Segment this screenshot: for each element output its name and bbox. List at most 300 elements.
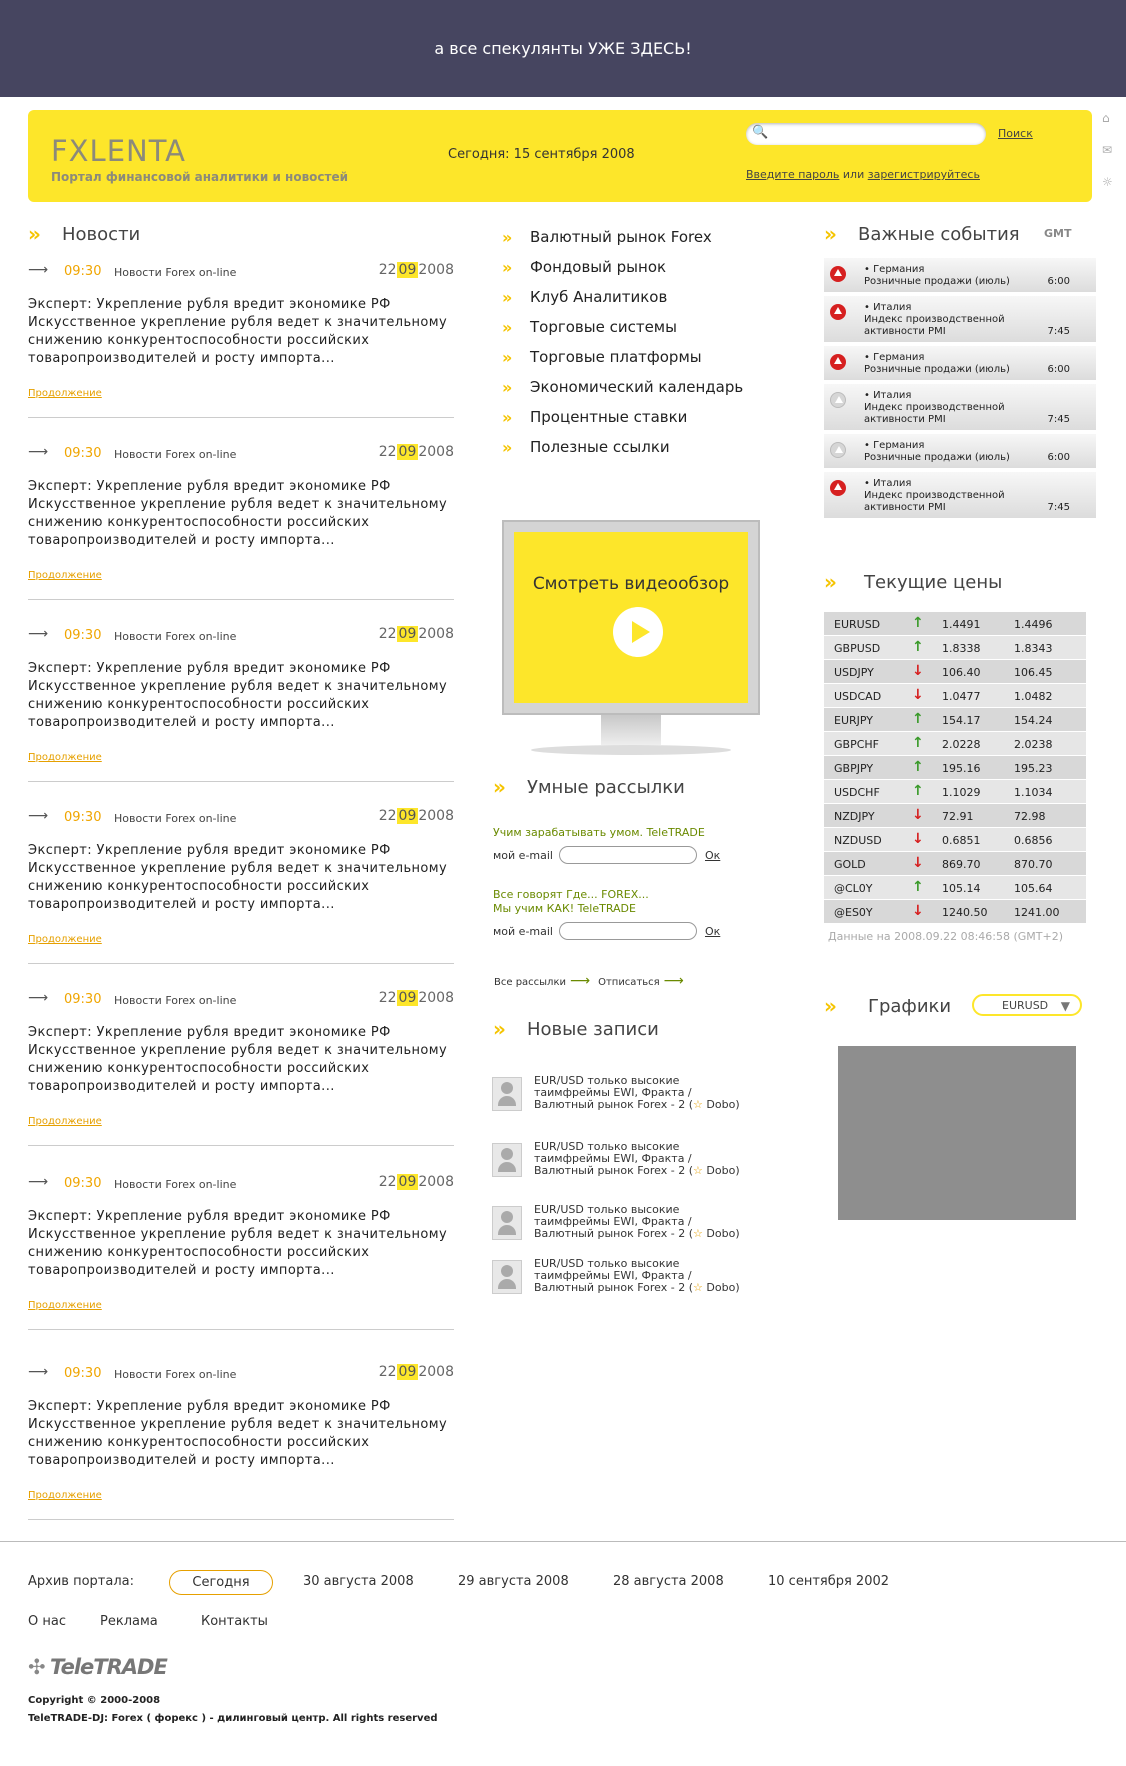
avatar: [492, 1260, 522, 1294]
post-line-3: [534, 1228, 740, 1240]
news-item: [28, 808, 454, 964]
news-divider: [28, 1145, 454, 1146]
side-icons: [1102, 112, 1118, 208]
footer-link-ads[interactable]: Реклама: [100, 1614, 158, 1629]
archive-date[interactable]: 10 сентября 2002: [768, 1574, 890, 1589]
arrow-up-icon: ↑: [912, 759, 924, 775]
post-text: [534, 1258, 740, 1294]
chevron-icon: »: [502, 347, 506, 367]
post-line: таимфреймы EWI, Фракта /: [534, 1086, 692, 1099]
arrow-up-icon: ↑: [912, 735, 924, 751]
news-head: [28, 1364, 454, 1388]
chevron-down-icon: ▼: [1060, 999, 1070, 1013]
post-line-3: [534, 1165, 740, 1177]
archive-date[interactable]: 29 августа 2008: [458, 1574, 569, 1589]
archive-label: Архив портала:: [28, 1574, 134, 1589]
event-time: 6:00: [1047, 364, 1070, 375]
post-line: EUR/USD только высокие: [534, 1140, 680, 1153]
post-text: [534, 1075, 740, 1111]
price-symbol: EURJPY: [834, 714, 873, 727]
price-symbol: GOLD: [834, 858, 866, 871]
news-text: Эксперт: Укрепление рубля вредит экономике РФ Искусственное укрепление рубля ведет к значительному снижению конкурентоспособности российских товаропроизводителей и росту импорта...: [28, 1209, 448, 1278]
post-line: таимфреймы EWI, Фракта /: [534, 1269, 692, 1282]
news-text: Эксперт: Укрепление рубля вредит экономике РФ Искусственное укрепление рубля ведет к значительному снижению конкурентоспособности российских товаропроизводителей и росту импорта...: [28, 661, 448, 730]
login-link[interactable]: Введите пароль: [746, 168, 840, 181]
footer-link-about[interactable]: О нас: [28, 1614, 66, 1629]
menu-item[interactable]: [502, 282, 762, 312]
event-time: 7:45: [1047, 414, 1070, 425]
post-forum: Валютный рынок Forex - 2 (: [534, 1164, 694, 1177]
post-author[interactable]: Dobo): [706, 1098, 740, 1111]
news-head: [28, 444, 454, 468]
charts-title: [824, 994, 951, 1018]
price-ask: 870.70: [1014, 858, 1053, 871]
event-country: • Италия: [864, 302, 912, 313]
price-ask: 1.1034: [1014, 786, 1053, 799]
news-head: [28, 626, 454, 650]
price-ask: 1.4496: [1014, 618, 1053, 631]
price-symbol: USDCAD: [834, 690, 882, 703]
banner-text: а все спекулянты УЖЕ ЗДЕСЬ!: [434, 39, 692, 58]
posts-title-text: Новые записи: [527, 1018, 659, 1040]
menu-item-label: Валютный рынок Forex: [530, 228, 712, 246]
news-source[interactable]: Новости Forex on-line: [114, 448, 237, 461]
menu-item[interactable]: [502, 342, 762, 372]
news-item: [28, 990, 454, 1146]
event-country: • Италия: [864, 390, 912, 401]
chart-area: [838, 1046, 1076, 1220]
news-text: Эксперт: Укрепление рубля вредит экономике РФ Искусственное укрепление рубля ведет к значительному снижению конкурентоспособности российских товаропроизводителей и росту импорта...: [28, 843, 448, 912]
news-time: 09:30: [64, 628, 102, 643]
event-time: 7:45: [1047, 326, 1070, 337]
post-forum: Валютный рынок Forex - 2 (: [534, 1098, 694, 1111]
avatar: [492, 1077, 522, 1111]
post-line: таимфреймы EWI, Фракта /: [534, 1215, 692, 1228]
copyright: [28, 1692, 438, 1728]
event-item[interactable]: [824, 258, 1096, 292]
event-country: • Италия: [864, 478, 912, 489]
login-area: [746, 168, 980, 181]
price-symbol: @ES0Y: [834, 906, 873, 919]
news-source[interactable]: Новости Forex on-line: [114, 630, 237, 643]
play-icon[interactable]: [613, 607, 663, 657]
sitemap-icon[interactable]: ☼: [1102, 175, 1113, 189]
event-time: 6:00: [1047, 452, 1070, 463]
posts-title: [493, 1017, 659, 1041]
chart-symbol-select[interactable]: [972, 994, 1082, 1016]
teletrade-logo[interactable]: [28, 1655, 167, 1679]
rights-line: TeleTRADE-DJ: Forex ( форекс ) - дилинговый центр. All rights reserved: [28, 1713, 438, 1724]
arrow-right-icon: ⟶: [28, 808, 49, 824]
news-text: Эксперт: Укрепление рубля вредит экономике РФ Искусственное укрепление рубля ведет к значительному снижению конкурентоспособности российских товаропроизводителей и росту импорта...: [28, 1399, 448, 1468]
chevron-icon: »: [28, 222, 34, 246]
price-row[interactable]: [824, 852, 1086, 876]
news-year: 2008: [418, 626, 454, 642]
read-more-link[interactable]: Продолжение: [28, 570, 102, 581]
price-bid: 869.70: [942, 858, 981, 871]
all-mailings-link[interactable]: Все рассылки: [494, 977, 566, 988]
mailing-name-2: Мы учим КАК! TeleTRADE: [493, 902, 636, 915]
event-item[interactable]: [824, 346, 1096, 380]
arrow-down-icon: ↓: [912, 831, 924, 847]
arrow-down-icon: ↓: [912, 663, 924, 679]
arrow-right-icon: ⟶: [28, 1364, 49, 1380]
news-text: Эксперт: Укрепление рубля вредит экономике РФ Искусственное укрепление рубля ведет к значительному снижению конкурентоспособности российских товаропроизводителей и росту импорта...: [28, 1025, 448, 1094]
importance-icon: [830, 304, 846, 320]
teletrade-logo-text: TeleTRADE: [50, 1655, 167, 1679]
post-item[interactable]: [492, 1075, 782, 1119]
price-row[interactable]: [824, 660, 1086, 684]
post-line-3: [534, 1099, 740, 1111]
menu-item[interactable]: [502, 312, 762, 342]
event-time: 7:45: [1047, 502, 1070, 513]
price-ask: 154.24: [1014, 714, 1053, 727]
price-row[interactable]: [824, 828, 1086, 852]
price-bid: 2.0228: [942, 738, 981, 751]
star-icon: ☆: [693, 1281, 703, 1294]
email-label: мой e-mail: [493, 924, 553, 938]
subscribe-ok-button[interactable]: Ок: [704, 924, 721, 938]
post-text: [534, 1141, 740, 1177]
menu-item[interactable]: [502, 372, 762, 402]
price-row[interactable]: [824, 684, 1086, 708]
prices-title-text: Текущие цены: [864, 571, 1003, 593]
price-row[interactable]: [824, 708, 1086, 732]
charts-title-text: Графики: [868, 995, 952, 1017]
news-time: 09:30: [64, 446, 102, 461]
arrow-down-icon: ↓: [912, 687, 924, 703]
arrow-down-icon: ↓: [912, 807, 924, 823]
news-year: 2008: [418, 1174, 454, 1190]
prices-updated: Данные на 2008.09.22 08:46:58 (GMT+2): [828, 930, 1064, 943]
post-forum: Валютный рынок Forex - 2 (: [534, 1227, 694, 1240]
top-banner: [0, 0, 1126, 97]
post-author[interactable]: Dobo): [706, 1281, 740, 1294]
star-icon: ☆: [693, 1098, 703, 1111]
copyright-line: Copyright © 2000-2008: [28, 1695, 161, 1706]
video-title: Смотреть видеообзор: [532, 574, 730, 594]
news-date: [379, 990, 454, 1006]
arrow-up-icon: ↑: [912, 879, 924, 895]
event-name: Индекс производственной активности PMI: [864, 402, 1005, 425]
email-field[interactable]: [559, 922, 697, 940]
arrow-down-icon: ↓: [912, 855, 924, 871]
importance-icon: [830, 442, 846, 458]
chevron-icon: »: [824, 570, 830, 594]
news-date: [379, 808, 454, 824]
price-ask: 106.45: [1014, 666, 1053, 679]
price-bid: 1.8338: [942, 642, 981, 655]
news-text: Эксперт: Укрепление рубля вредит экономике РФ Искусственное укрепление рубля ведет к значительному снижению конкурентоспособности российских товаропроизводителей и росту импорта...: [28, 297, 448, 366]
video-monitor[interactable]: [502, 520, 760, 755]
arrow-up-icon: ↑: [912, 639, 924, 655]
price-row[interactable]: [824, 780, 1086, 804]
news-day: 22: [378, 990, 397, 1006]
price-bid: 1.0477: [942, 690, 981, 703]
news-title: [28, 222, 140, 246]
avatar: [492, 1143, 522, 1177]
email-label: мой e-mail: [493, 848, 553, 862]
price-ask: 1.8343: [1014, 642, 1053, 655]
post-author[interactable]: Dobo): [706, 1164, 740, 1177]
price-bid: 1.1029: [942, 786, 981, 799]
archive-date[interactable]: 28 августа 2008: [613, 1574, 724, 1589]
event-item[interactable]: [824, 472, 1096, 518]
news-day: 22: [378, 1364, 397, 1380]
event-time: 6:00: [1047, 276, 1070, 287]
event-name: Розничные продажи (июль): [864, 276, 1010, 287]
price-bid: 1.4491: [942, 618, 981, 631]
importance-icon: [830, 392, 846, 408]
teletrade-logo-icon: ✣: [28, 1655, 45, 1679]
news-day: 22: [378, 262, 397, 278]
chevron-icon: »: [502, 287, 506, 307]
mailing-name: Учим зарабатывать умом. TeleTRADE: [493, 826, 705, 839]
news-date: [379, 626, 454, 642]
event-item[interactable]: [824, 296, 1096, 342]
news-date: [379, 1364, 454, 1380]
post-item[interactable]: [492, 1258, 782, 1302]
importance-icon: [830, 266, 846, 282]
menu-item[interactable]: [502, 252, 762, 282]
news-date: [379, 262, 454, 278]
price-bid: 1240.50: [942, 906, 988, 919]
news-month: 09: [398, 262, 417, 278]
news-month: 09: [398, 444, 417, 460]
event-country: • Германия: [864, 440, 925, 451]
event-name: Индекс производственной активности PMI: [864, 314, 1005, 337]
read-more-link[interactable]: Продолжение: [28, 1300, 102, 1311]
news-date: [379, 444, 454, 460]
price-bid: 106.40: [942, 666, 981, 679]
read-more-link[interactable]: Продолжение: [28, 934, 102, 945]
price-row[interactable]: [824, 900, 1086, 924]
news-year: 2008: [418, 990, 454, 1006]
chart-symbol-value: EURUSD: [1002, 999, 1049, 1012]
arrow-right-icon: ⟶: [28, 262, 49, 278]
price-symbol: NZDJPY: [834, 810, 875, 823]
home-icon[interactable]: ⌂: [1102, 111, 1110, 125]
price-row[interactable]: [824, 756, 1086, 780]
subscribe-ok-button[interactable]: Ок: [704, 848, 721, 862]
price-row[interactable]: [824, 636, 1086, 660]
news-item: [28, 262, 454, 418]
importance-icon: [830, 354, 846, 370]
chevron-icon: »: [502, 257, 506, 277]
news-head: [28, 262, 454, 286]
price-symbol: GBPCHF: [834, 738, 879, 751]
search-button[interactable]: Поиск: [998, 127, 1033, 140]
news-time: 09:30: [64, 264, 102, 279]
today-date: Сегодня: 15 сентября 2008: [448, 147, 635, 162]
arrow-up-icon: ↑: [912, 615, 924, 631]
arrow-right-icon: ⟶: [570, 973, 591, 989]
read-more-link[interactable]: Продолжение: [28, 1116, 102, 1127]
menu-item-label: Экономический календарь: [530, 378, 744, 396]
monitor-screen: [514, 532, 748, 703]
price-row[interactable]: [824, 732, 1086, 756]
news-head: [28, 990, 454, 1014]
chevron-icon: »: [502, 227, 506, 247]
news-item: [28, 1174, 454, 1330]
footer-divider: [0, 1541, 1126, 1542]
event-country: • Германия: [864, 352, 925, 363]
arrow-right-icon: ⟶: [28, 1174, 49, 1190]
news-item: [28, 1364, 454, 1520]
archive-date[interactable]: 30 августа 2008: [303, 1574, 414, 1589]
price-ask: 195.23: [1014, 762, 1053, 775]
chevron-icon: »: [824, 994, 830, 1018]
price-symbol: GBPJPY: [834, 762, 874, 775]
chevron-icon: »: [502, 437, 506, 457]
price-symbol: NZDUSD: [834, 834, 882, 847]
chevron-icon: »: [493, 775, 499, 799]
post-line: EUR/USD только высокие: [534, 1074, 680, 1087]
events-title: [824, 222, 1020, 246]
read-more-link[interactable]: Продолжение: [28, 1490, 102, 1501]
price-ask: 72.98: [1014, 810, 1046, 823]
price-bid: 105.14: [942, 882, 981, 895]
arrow-up-icon: ↑: [912, 783, 924, 799]
event-name: Розничные продажи (июль): [864, 452, 1010, 463]
news-source[interactable]: Новости Forex on-line: [114, 994, 237, 1007]
mailing-item: [493, 888, 720, 940]
news-day: 22: [378, 1174, 397, 1190]
post-forum: Валютный рынок Forex - 2 (: [534, 1281, 694, 1294]
search-icon: 🔍: [752, 125, 769, 140]
post-item[interactable]: [492, 1204, 782, 1248]
event-name: Индекс производственной активности PMI: [864, 490, 1005, 513]
menu-item[interactable]: [502, 222, 762, 252]
menu-item[interactable]: [502, 402, 762, 432]
news-year: 2008: [418, 262, 454, 278]
unsubscribe-link[interactable]: Отписаться: [598, 977, 660, 988]
news-head: [28, 1174, 454, 1198]
mail-icon[interactable]: ✉: [1102, 143, 1113, 157]
post-line: EUR/USD только высокие: [534, 1203, 680, 1216]
importance-icon: [830, 480, 846, 496]
news-source[interactable]: Новости Forex on-line: [114, 1178, 237, 1191]
post-item[interactable]: [492, 1141, 782, 1185]
arrow-right-icon: ⟶: [663, 973, 684, 989]
news-source[interactable]: Новости Forex on-line: [114, 1368, 237, 1381]
menu-item-label: Фондовый рынок: [530, 258, 667, 276]
price-symbol: GBPUSD: [834, 642, 881, 655]
news-month: 09: [398, 1364, 417, 1380]
logo[interactable]: FXLENTA: [51, 134, 187, 168]
news-time: 09:30: [64, 1176, 102, 1191]
price-ask: 1241.00: [1014, 906, 1060, 919]
menu-item-label: Процентные ставки: [530, 408, 688, 426]
price-ask: 2.0238: [1014, 738, 1053, 751]
price-bid: 154.17: [942, 714, 981, 727]
price-bid: 195.16: [942, 762, 981, 775]
news-year: 2008: [418, 1364, 454, 1380]
register-link[interactable]: зарегистрируйтесь: [867, 168, 980, 181]
price-ask: 105.64: [1014, 882, 1053, 895]
monitor-base: [531, 745, 731, 755]
mailing-name: Все говорят Где... FOREX...: [493, 888, 649, 901]
login-or: или: [842, 168, 865, 181]
news-month: 09: [398, 626, 417, 642]
events-list: [824, 258, 1096, 522]
news-month: 09: [398, 1174, 417, 1190]
footer-link-contacts[interactable]: Контакты: [201, 1614, 268, 1629]
news-year: 2008: [418, 444, 454, 460]
arrow-right-icon: ⟶: [28, 444, 49, 460]
header: [28, 110, 1092, 202]
chevron-icon: »: [824, 222, 830, 246]
tagline: Портал финансовой аналитики и новостей: [51, 170, 349, 184]
star-icon: ☆: [693, 1227, 703, 1240]
chevron-icon: »: [502, 407, 506, 427]
arrow-right-icon: ⟶: [28, 990, 49, 1006]
post-author[interactable]: Dobo): [706, 1227, 740, 1240]
news-divider: [28, 963, 454, 964]
menu-item-label: Клуб Аналитиков: [530, 288, 668, 306]
event-name: Розничные продажи (июль): [864, 364, 1010, 375]
news-source[interactable]: Новости Forex on-line: [114, 266, 237, 279]
news-head: [28, 808, 454, 832]
news-source[interactable]: Новости Forex on-line: [114, 812, 237, 825]
chevron-icon: »: [502, 377, 506, 397]
news-day: 22: [378, 626, 397, 642]
mailing-form: [493, 846, 720, 864]
events-title-text: Важные события: [858, 223, 1020, 245]
price-ask: 1.0482: [1014, 690, 1053, 703]
price-row[interactable]: [824, 876, 1086, 900]
news-month: 09: [398, 808, 417, 824]
post-line-3: [534, 1282, 740, 1294]
news-time: 09:30: [64, 992, 102, 1007]
events-gmt: GMT: [1044, 227, 1072, 240]
price-row[interactable]: [824, 612, 1086, 636]
mailing-links: [494, 973, 692, 989]
prices-title: [824, 570, 1002, 594]
chevron-icon: »: [493, 1017, 499, 1041]
mailing-item: [493, 826, 720, 864]
search-input[interactable]: [746, 123, 986, 145]
arrow-up-icon: ↑: [912, 711, 924, 727]
news-text: Эксперт: Укрепление рубля вредит экономике РФ Искусственное укрепление рубля ведет к значительному снижению конкурентоспособности российских товаропроизводителей и росту импорта...: [28, 479, 448, 548]
post-text: [534, 1204, 740, 1240]
read-more-link[interactable]: Продолжение: [28, 752, 102, 763]
price-row[interactable]: [824, 804, 1086, 828]
event-item[interactable]: [824, 384, 1096, 430]
event-item[interactable]: [824, 434, 1096, 468]
post-line: таимфреймы EWI, Фракта /: [534, 1152, 692, 1165]
menu-item[interactable]: [502, 432, 762, 462]
news-day: 22: [378, 808, 397, 824]
menu-item-label: Торговые системы: [530, 318, 677, 336]
read-more-link[interactable]: Продолжение: [28, 388, 102, 399]
news-time: 09:30: [64, 1366, 102, 1381]
price-symbol: EURUSD: [834, 618, 881, 631]
mailing-form: [493, 922, 720, 940]
monitor-frame: [502, 520, 760, 715]
news-day: 22: [378, 444, 397, 460]
price-bid: 72.91: [942, 810, 974, 823]
email-field[interactable]: [559, 846, 697, 864]
price-symbol: @CL0Y: [834, 882, 873, 895]
archive-today-button[interactable]: Сегодня: [169, 1570, 273, 1595]
news-item: [28, 626, 454, 782]
news-item: [28, 444, 454, 600]
event-country: • Германия: [864, 264, 925, 275]
mailing-title: [493, 775, 685, 799]
news-date: [379, 1174, 454, 1190]
mailing-title-text: Умные рассылки: [527, 776, 685, 798]
